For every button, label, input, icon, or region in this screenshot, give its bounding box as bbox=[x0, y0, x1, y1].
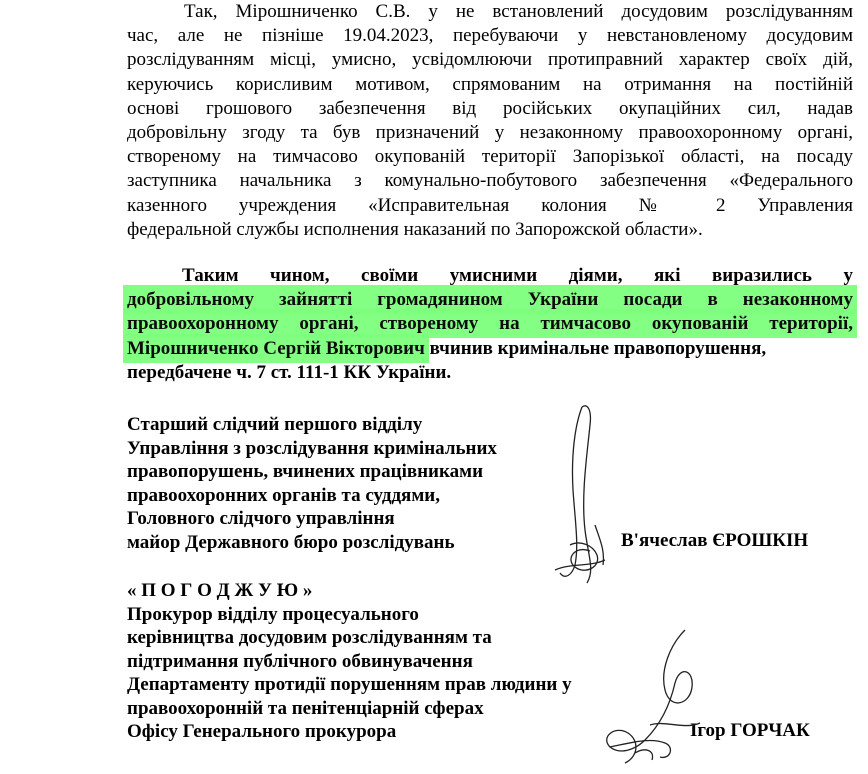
text-line: добровільну згоду та був призначений у незаконному правоохоронному органі, bbox=[127, 122, 853, 144]
text-line: розслідуванням місці, умисно, усвідомлюючи протиправний характер своїх дій, bbox=[127, 49, 853, 71]
text-line bbox=[127, 312, 853, 336]
text-line: федеральной службы исполнения наказаний по Запорожской области». bbox=[127, 218, 703, 240]
text-line: керуючись корисливим мотивом, спрямованим на отримання на постійній bbox=[127, 73, 853, 95]
title-line: Департаменту протидії порушенням прав людини у bbox=[127, 674, 572, 695]
title-line: майор Державного бюро розслідувань bbox=[127, 531, 455, 553]
signer-title-prosecutor bbox=[127, 579, 572, 744]
text-line: передбачене ч. 7 ст. 111-1 КК України. bbox=[127, 361, 452, 383]
approval-stamp-text: « П О Г О Д Ж У Ю » bbox=[127, 580, 313, 601]
title-line: правопорушень, вчинених працівниками bbox=[127, 461, 484, 482]
signer-name-investigator: В'ячеслав ЄРОШКІН bbox=[621, 530, 809, 551]
signer-title-investigator bbox=[127, 413, 497, 554]
text-line: Так, Мірошниченко С.В. у не встановлений досудовим розслідуванням bbox=[184, 1, 853, 22]
title-line: Управління з розслідування кримінальних bbox=[127, 437, 497, 459]
text-line: створеному на тимчасово окупованій території Запорізької області, на посаду bbox=[127, 146, 853, 168]
title-line: Офісу Генерального прокурора bbox=[127, 721, 397, 742]
text-line bbox=[127, 288, 853, 312]
signature-investigator bbox=[535, 395, 625, 595]
title-line: підтримання публічного обвинувачення bbox=[127, 650, 473, 672]
paragraph-conclusion bbox=[127, 264, 853, 385]
title-line: правоохоронній та пенітенціарній сферах bbox=[127, 697, 484, 719]
text-line: казенного учреждения «Исправительная колония № 2 Управления bbox=[127, 194, 853, 216]
text-line: заступника начальника з комунально-побутового забезпечення «Федерального bbox=[127, 170, 853, 192]
highlighted-text: правоохоронному органі, створеному на тимчасово окупованій території, bbox=[127, 313, 853, 335]
text-line bbox=[127, 337, 853, 361]
signature-prosecutor bbox=[590, 625, 720, 770]
highlighted-text: Мірошниченко Сергій Вікторович bbox=[127, 337, 425, 359]
text-line: Таким чином, своїми умисними діями, які виразились у bbox=[182, 265, 853, 286]
title-line: керівництва досудовим розслідуванням та bbox=[127, 627, 492, 648]
title-line: Прокурор відділу процесуального bbox=[127, 603, 419, 625]
title-line: Головного слідчого управління bbox=[127, 508, 395, 529]
title-line: Старший слідчий першого відділу bbox=[127, 414, 423, 435]
title-line: правоохоронних органів та суддями, bbox=[127, 484, 440, 506]
text-line: час, але не пізніше 19.04.2023, перебуваючи у невстановленому досудовим bbox=[127, 25, 853, 47]
paragraph-facts bbox=[127, 0, 853, 242]
text-line: основі грошового забезпечення від російських окупаційних сил, надав bbox=[127, 97, 853, 119]
highlighted-text: добровільному зайнятті громадянином України посади в незаконному bbox=[127, 289, 853, 311]
text-fragment: вчинив кримінальне правопорушення, bbox=[424, 337, 767, 359]
signer-name-prosecutor: Ігор ГОРЧАК bbox=[690, 720, 810, 741]
